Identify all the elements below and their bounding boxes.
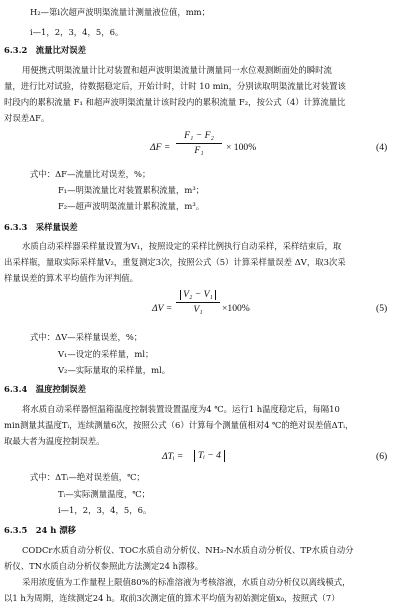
equation-6-lhs: ΔTᵢ = xyxy=(162,451,184,462)
paragraph-line: CODCr水质自动分析仪、TOC水质自动分析仪、NH₃-N水质自动分析仪、TP水质自动分 xyxy=(22,545,354,555)
paragraph-line: 将水质自动采样器恒温箱温度控制装置设置温度为4 ℃。运行1 h温度稳定后，每隔10 xyxy=(22,404,340,414)
equation-5-numerator: V₂ − V₁ xyxy=(180,290,216,300)
where-line: 式中：ΔF—流量比对误差，%； xyxy=(30,169,151,179)
paragraph-line: 用便携式明渠流量计比对装置和超声波明渠流量计测量同一水位观测断面处的瞬时流 xyxy=(22,65,332,75)
equation-4-lhs: ΔF = xyxy=(150,142,171,153)
section-title-6-3-5: 6.3.5 24 h 漂移 xyxy=(4,525,77,535)
equation-5-denominator: V₁ xyxy=(193,303,203,315)
equation-4-numerator: F₁ − F₂ xyxy=(184,130,214,141)
where-line: F₁—明渠流量比对装置累积流量，m³； xyxy=(58,185,205,195)
equation-4-denominator: F₁ xyxy=(194,144,204,156)
section-title-6-3-3: 6.3.3 采样量误差 xyxy=(4,222,78,232)
equation-5-rhs: ×100% xyxy=(222,303,250,314)
section-title-6-3-2: 6.3.2 流量比对误差 xyxy=(4,45,86,55)
where-line: V₁—设定的采样量，ml； xyxy=(58,349,154,359)
paragraph-line: 时段内的累积流量 F₁ 和超声波明渠流量计该时段内的累积流量 F₂，按公式（4）计算流量比 xyxy=(4,97,346,107)
where-line: V₂—实际量取的采样量，ml。 xyxy=(58,365,171,375)
paragraph-line: min测量其温度Tᵢ，连续测量6次，按照公式（6）计算每个测量值相对4 ℃的绝对误差值ΔTᵢ， xyxy=(4,420,354,430)
paragraph-line: 采用浓度值为工作量程上限值80%的标准溶液为考核溶液，水质自动分析仪以离线模式， xyxy=(22,577,351,587)
where-line: F₂—超声波明渠流量计累积流量，m³。 xyxy=(58,201,205,211)
equation-6-absolute: Tᵢ − 4 xyxy=(194,450,225,462)
where-line: 式中：ΔV—采样量误差，%； xyxy=(30,332,143,342)
equation-4-fraction xyxy=(176,131,222,155)
paragraph-line: 对误差ΔF。 xyxy=(4,113,50,123)
where-line: 式中：ΔTᵢ—绝对误差值，℃； xyxy=(30,472,145,482)
where-line: i—1，2，3，4，5，6。 xyxy=(58,505,152,515)
where-line: Tᵢ—实际测量温度，℃； xyxy=(58,489,151,499)
paragraph-line: 出采样瓶，量取实际采样量V₂，重复测定3次，按照公式（5）计算采样量误差 ΔV，取3次采 xyxy=(4,257,346,267)
section-title-6-3-4: 6.3.4 温度控制误差 xyxy=(4,384,86,394)
paragraph-line: 以1 h为周期，连续测定24 h。取前3次测定值的算术平均值为初始测定值x₀，按照式（7） xyxy=(4,593,340,603)
variable-def-h2: H₂—第i次超声波明渠流量计测量液位值，mm； xyxy=(30,7,210,17)
paragraph-line: 析仪、TN水质自动分析仪参照此方法测定24 h漂移。 xyxy=(4,561,204,571)
paragraph-line: 水质自动采样器采样量设置为V₁，按照设定的采样比例执行自动采样，采样结束后，取 xyxy=(22,241,342,251)
equation-5-lhs: ΔV = xyxy=(152,303,173,314)
paragraph-line: 取最大者为温度控制误差。 xyxy=(4,436,105,446)
equation-6-number: (6) xyxy=(376,451,388,462)
equation-5-fraction xyxy=(176,290,220,314)
equation-4-number: (4) xyxy=(376,142,388,153)
paragraph-line: 量，进行比对试验，待数据稳定后，开始计时，计时 10 min，分别读取明渠流量比对装置该 xyxy=(4,81,346,91)
equation-6-rhs xyxy=(194,450,225,462)
paragraph-line: 样量误差的算术平均值作为评判值。 xyxy=(4,273,138,283)
equation-5-number: (5) xyxy=(376,303,388,314)
equation-4-rhs: × 100% xyxy=(226,142,257,153)
variable-def-i: i—1，2，3，4，5，6。 xyxy=(30,27,124,37)
